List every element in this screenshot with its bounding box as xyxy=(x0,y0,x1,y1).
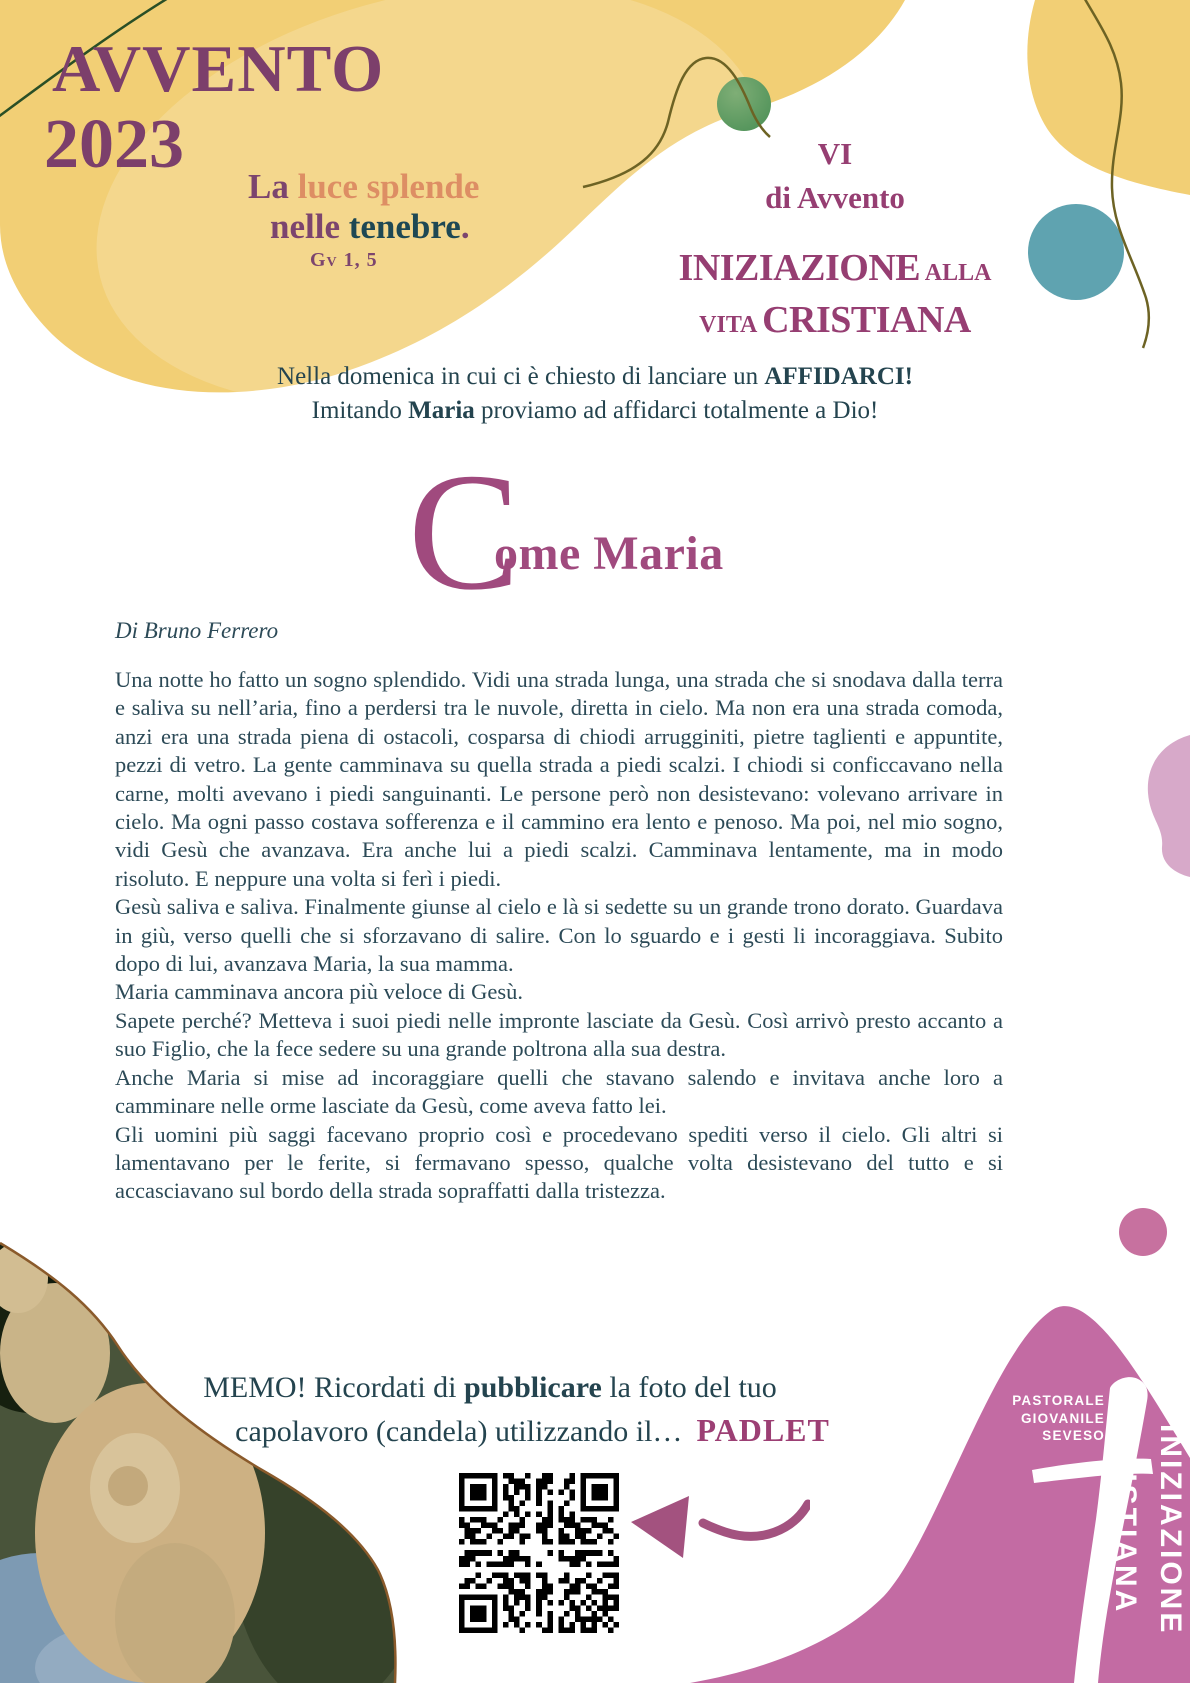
paragraph: Sapete perché? Metteva i suoi piedi nelle impronte lasciate da Gesù. Così arrivò presto accanto a suo Figlio, che la fece sedere su una grande poltrona alla sua destra. xyxy=(115,1007,1003,1062)
green-circle xyxy=(717,77,771,131)
program-line2-small: VITA xyxy=(699,312,763,338)
article-title-dropcap: C xyxy=(408,439,521,625)
intro-text xyxy=(0,360,1190,428)
memo-line1-pre: MEMO! Ricordati di xyxy=(203,1371,465,1404)
intro-line1-bold: AFFIDARCI! xyxy=(764,363,913,390)
memo-line2-pre: capolavoro (candela) utilizzando il… xyxy=(235,1415,683,1448)
intro-line2-bold: Maria xyxy=(408,397,475,424)
tagline-part4: tenebre xyxy=(348,207,461,246)
org-line1: PASTORALE xyxy=(1012,1393,1105,1408)
org-line2: GIOVANILE xyxy=(1020,1410,1105,1426)
tagline-part5: . xyxy=(460,207,470,246)
qr-code-icon xyxy=(459,1473,619,1633)
week-number: VI xyxy=(817,136,853,171)
week-label: di Avvento xyxy=(765,180,905,215)
paragraph: Gesù saliva e saliva. Finalmente giunse al cielo e là si sedette su un grande trono dorato. Guardava in giù, verso quelli che si sforzavano di salire. Con lo sguardo e i gesti li incoraggiava. Subito dopo di lui, avanzava Maria, la sua mamma. xyxy=(115,894,1003,977)
paragraph: Maria camminava ancora più veloce di Gesù. xyxy=(115,979,523,1005)
vertical-logo-text xyxy=(1097,1424,1190,1683)
mauve-blob xyxy=(1144,735,1190,877)
arrow-left-icon xyxy=(625,1478,810,1578)
paragraph: Una notte ho fatto un sogno splendido. Vidi una strada lunga, una strada che si snodava dalla terra e saliva su nell’aria, fino a perdersi tra le nuvole, diretta in cielo. Ma non era una strada comoda, anzi era una strada piena di ostacoli, cosparsa di chiodi arrugginiti, pietre taglienti e appuntite, pezzi di vetro. La gente camminava su quella strada a piedi scalzi. I chiodi si conficcavano nella carne, molti avevano i piedi sanguinanti. Le persone però non desistevano: volevano arrivare in cielo. Ma ogni passo costava sofferenza e il cammino era lento e penoso. Ma poi, nel mio sogno, vidi Gesù che avanzava. Era anche lui a piedi scalzi. Camminava lentamente, ma in modo risoluto. E neppure una volta si ferì i piedi. xyxy=(115,667,1003,891)
memo-line1-post: la foto del tuo xyxy=(601,1371,777,1404)
article-byline: Di Bruno Ferrero xyxy=(115,618,279,643)
week-heading xyxy=(700,132,970,220)
intro-line2-post: proviamo ad affidarci totalmente a Dio! xyxy=(474,397,879,424)
program-heading xyxy=(640,246,1030,350)
page-title: AVVENTO xyxy=(52,32,385,106)
article-body xyxy=(115,666,1003,1206)
program-line1-main: INIZIAZIONE xyxy=(678,247,921,289)
vertical-logo-line1: INIZIAZIONE xyxy=(1154,1424,1187,1636)
org-line3: SEVESO xyxy=(1042,1428,1105,1443)
tagline-part1: La xyxy=(248,167,298,206)
vertical-logo-line2: CRISTIANA xyxy=(1109,1424,1142,1615)
memo-text xyxy=(150,1366,830,1453)
org-name xyxy=(940,1392,1105,1445)
memo-padlet-label: PADLET xyxy=(696,1412,830,1448)
intro-line2-pre: Imitando xyxy=(311,397,409,424)
program-line1-small: ALLA xyxy=(920,260,992,286)
paragraph: Anche Maria si mise ad incoraggiare quelli che stavano salendo e invitava anche loro a camminare nelle orme lasciate da Gesù, come aveva fatto lei. xyxy=(115,1064,1003,1119)
intro-line1: Nella domenica in cui ci è chiesto di lanciare un xyxy=(277,363,765,390)
paragraph: Gli uomini più saggi facevano proprio così e procedevano spediti verso il cielo. Gli altri si lamentavano per le ferite, si fermavano spesso, qualche volta desistevano del tutto e si accasciavano sul bordo della strada sopraffatti dalla tristezza. xyxy=(115,1121,1003,1204)
tagline-part3: nelle xyxy=(270,207,349,246)
teal-circle xyxy=(1028,204,1124,300)
painting-image xyxy=(0,1238,400,1683)
pink-dot xyxy=(1119,1208,1167,1256)
program-line2-main: CRISTIANA xyxy=(762,299,971,341)
tagline-part2: luce splende xyxy=(297,167,480,206)
article-title: ome Maria xyxy=(494,527,724,580)
memo-line1-bold: pubblicare xyxy=(464,1371,602,1404)
tagline xyxy=(248,167,479,273)
page-title-year: 2023 xyxy=(44,106,184,183)
tagline-verse: Gv 1, 5 xyxy=(310,249,378,271)
yellow-blob-top-right xyxy=(1027,0,1190,195)
